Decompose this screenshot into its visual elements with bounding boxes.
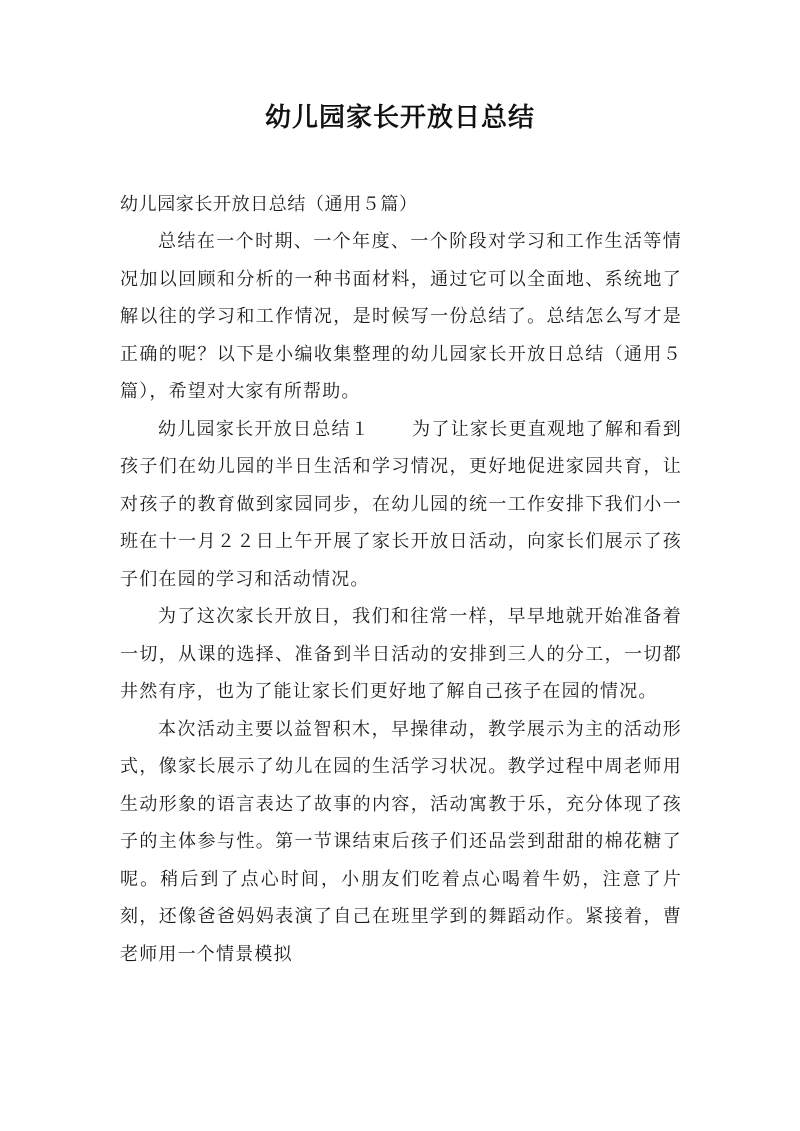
document-title: 幼儿园家长开放日总结 [264, 103, 535, 133]
intro-paragraph: 总结在一个时期、一个年度、一个阶段对学习和工作生活等情况加以回顾和分析的一种书面材料，通过它可以全面地、系统地了解以往的学习和工作情况，是时候写一份总结了。总结怎么写才是正确的呢？以下是小编收集整理的幼儿园家长开放日总结（通用５篇），希望对大家有所帮助。 [120, 231, 682, 402]
paragraph-2: 为了这次家长开放日，我们和往常一样，早早地就开始准备着一切，从课的选择、准备到半日活动的安排到三人的分工，一切都井然有序，也为了能让家长们更好地了解自己孩子在园的情况。 [120, 606, 682, 702]
section-1-heading: 幼儿园家长开放日总结１ [158, 418, 371, 440]
document-subtitle: 幼儿园家长开放日总结（通用５篇） [120, 194, 418, 215]
section-1-text: 为了让家长更直观地了解和看到孩子们在幼儿园的半日生活和学习情况，更好地促进家园共育，让对孩子的教育做到家园同步，在幼儿园的统一工作安排下我们小一班在十一月２２日上午开展了家长开放日活动，向家长们展示了孩子们在园的学习和活动情况。 [120, 418, 682, 590]
document-body [120, 186, 682, 973]
section-1-paragraph [120, 411, 682, 599]
paragraph-3: 本次活动主要以益智积木，早操律动，教学展示为主的活动形式，像家长展示了幼儿在园的生活学习状况。教学过程中周老师用生动形象的语言表达了故事的内容，活动寓教于乐，充分体现了孩子的主体参与性。第一节课结束后孩子们还品尝到甜甜的棉花糖了呢。稍后到了点心时间，小朋友们吃着点心喝着牛奶，注意了片刻，还像爸爸妈妈表演了自己在班里学到的舞蹈动作。紧接着，曹老师用一个情景模拟 [120, 718, 682, 965]
